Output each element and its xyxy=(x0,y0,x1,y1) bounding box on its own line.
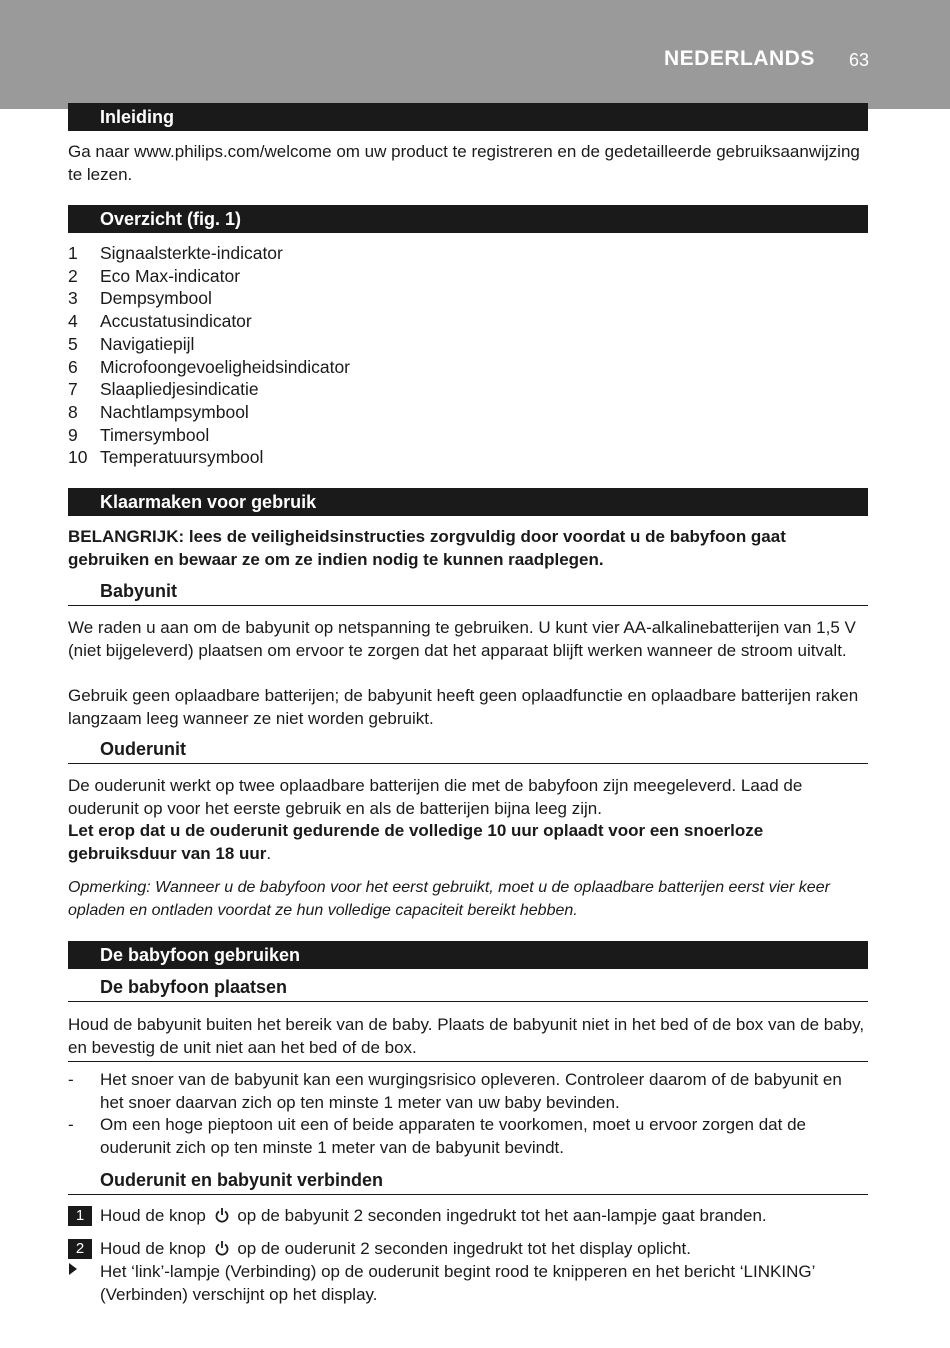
list-item-number: 7 xyxy=(68,379,78,400)
babyunit-text-1: We raden u aan om de babyunit op netspanning te gebruiken. U kunt vier AA-alkalinebatterijen van 1,5 V (niet bijgeleverd) plaatsen om ervoor te zorgen dat het apparaat blijft werken wanneer de stroom uitvalt. xyxy=(68,618,856,660)
step-2 xyxy=(68,1238,868,1263)
list-item-number: 5 xyxy=(68,333,78,354)
list-item xyxy=(68,1069,868,1114)
result-text: Het ‘link’-lampje (Verbinding) op de ouderunit begint rood te knipperen en het bericht ‘LINKING’ (Verbinden) verschijnt op het display. xyxy=(100,1262,815,1304)
list-item-number: 3 xyxy=(68,288,78,309)
section-title-intro: Inleiding xyxy=(68,103,868,131)
list-item-text: Om een hoge pieptoon uit een of beide apparaten te voorkomen, moet u ervoor zorgen dat de ouderunit zich op ten minste 1 meter van de babyunit bevindt. xyxy=(100,1115,806,1157)
step-text xyxy=(100,1205,767,1230)
step-text-before: Houd de knop xyxy=(100,1239,206,1258)
section-title-use: De babyfoon gebruiken xyxy=(68,941,868,969)
step-text-after: op de babyunit 2 seconden ingedrukt tot het aan-lampje gaat branden. xyxy=(237,1206,767,1225)
list-item-label: Dempsymbool xyxy=(100,288,212,309)
list-item xyxy=(68,310,350,333)
step-text xyxy=(100,1238,691,1263)
list-item-label: Timersymbool xyxy=(100,424,210,445)
parentunit-charge-notice xyxy=(68,820,868,865)
step-result xyxy=(68,1261,868,1306)
result-arrow-icon xyxy=(68,1261,100,1306)
subsection-title-babyunit: Babyunit xyxy=(68,582,868,606)
note-text: Opmerking: Wanneer u de babyfoon voor het eerst gebruikt, moet u de oplaadbare batterijen eerst vier keer opladen en ontladen voordat ze hun volledige capaciteit bereikt hebben. xyxy=(68,879,830,919)
list-item-label: Temperatuursymbool xyxy=(100,447,264,468)
list-item-number: 9 xyxy=(68,424,78,445)
list-item-label: Accustatusindicator xyxy=(100,311,252,332)
step-number: 1 xyxy=(68,1206,92,1226)
dash-bullet: - xyxy=(68,1115,74,1134)
list-item xyxy=(68,242,350,265)
list-item xyxy=(68,1114,868,1159)
subsection-title-parentunit: Ouderunit xyxy=(68,740,868,764)
list-item-label: Microfoongevoeligheidsindicator xyxy=(100,356,351,377)
page-number: 63 xyxy=(849,50,870,70)
parentunit-charge-bold: Let erop dat u de ouderunit gedurende de volledige 10 uur oplaadt voor een snoerloze gebruiksduur van 18 uur xyxy=(68,821,764,863)
placement-warning: Houd de babyunit buiten het bereik van de baby. Plaats de babyunit niet in het bed of de box van de baby, en bevestig de unit niet aan het bed of de box. xyxy=(68,1013,868,1062)
list-item-number: 8 xyxy=(68,401,78,422)
list-item xyxy=(68,446,350,469)
babyunit-text-2: Gebruik geen oplaadbare batterijen; de babyunit heeft geen oplaadfunctie en oplaadbare batterijen raken langzaam leeg wanneer ze niet worden gebruikt. xyxy=(68,686,859,728)
list-item xyxy=(68,356,350,379)
list-item xyxy=(68,424,350,447)
intro-text: Ga naar www.philips.com/welcome om uw product te registreren en de gedetailleerde gebruiksaanwijzing te lezen. xyxy=(68,142,860,184)
list-item-number: 10 xyxy=(68,447,88,468)
overview-list xyxy=(68,242,350,469)
list-item-number: 1 xyxy=(68,243,78,263)
list-item-number: 6 xyxy=(68,356,78,377)
step-text-before: Houd de knop xyxy=(100,1206,206,1225)
section-title-overview: Overzicht (fig. 1) xyxy=(68,205,868,233)
subsection-title-connect: Ouderunit en babyunit verbinden xyxy=(68,1171,868,1195)
list-item-label: Eco Max-indicator xyxy=(100,265,241,286)
parentunit-text: De ouderunit werkt op twee oplaadbare batterijen die met de babyfoon zijn meegeleverd. Laad de ouderunit op voor het eerste gebruik en als de batterijen bijna leeg zijn. xyxy=(68,776,803,818)
header-language: NEDERLANDS xyxy=(664,47,815,70)
list-item xyxy=(68,333,350,356)
list-item-label: Signaalsterkte-indicator xyxy=(100,243,283,263)
parentunit-charge-end: . xyxy=(266,843,272,863)
subsection-title-placing: De babyfoon plaatsen xyxy=(68,978,868,1002)
dash-bullet: - xyxy=(68,1070,74,1089)
list-item xyxy=(68,287,350,310)
list-item-number: 4 xyxy=(68,311,78,332)
step-number: 2 xyxy=(68,1239,92,1259)
list-item xyxy=(68,401,350,424)
list-item-label: Slaapliedjesindicatie xyxy=(100,379,259,400)
section-title-prepare: Klaarmaken voor gebruik xyxy=(68,488,868,516)
list-item xyxy=(68,265,350,288)
power-icon xyxy=(215,1240,229,1263)
list-item-text: Het snoer van de babyunit kan een wurgingsrisico opleveren. Controleer daarom of de babyunit en het snoer daarvan zich op ten minste 1 meter van uw baby bevinden. xyxy=(100,1070,842,1112)
important-notice: BELANGRIJK: lees de veiligheidsinstructies zorgvuldig door voordat u de babyfoon gaat gebruiken en bewaar ze om ze indien nodig te kunnen raadplegen. xyxy=(68,527,786,569)
power-icon xyxy=(215,1207,229,1230)
step-1 xyxy=(68,1205,868,1230)
list-item xyxy=(68,378,350,401)
step-text-after: op de ouderunit 2 seconden ingedrukt tot het display oplicht. xyxy=(237,1239,691,1258)
list-item-label: Navigatiepijl xyxy=(100,333,195,354)
list-item-number: 2 xyxy=(68,265,78,286)
list-item-label: Nachtlampsymbool xyxy=(100,401,249,422)
